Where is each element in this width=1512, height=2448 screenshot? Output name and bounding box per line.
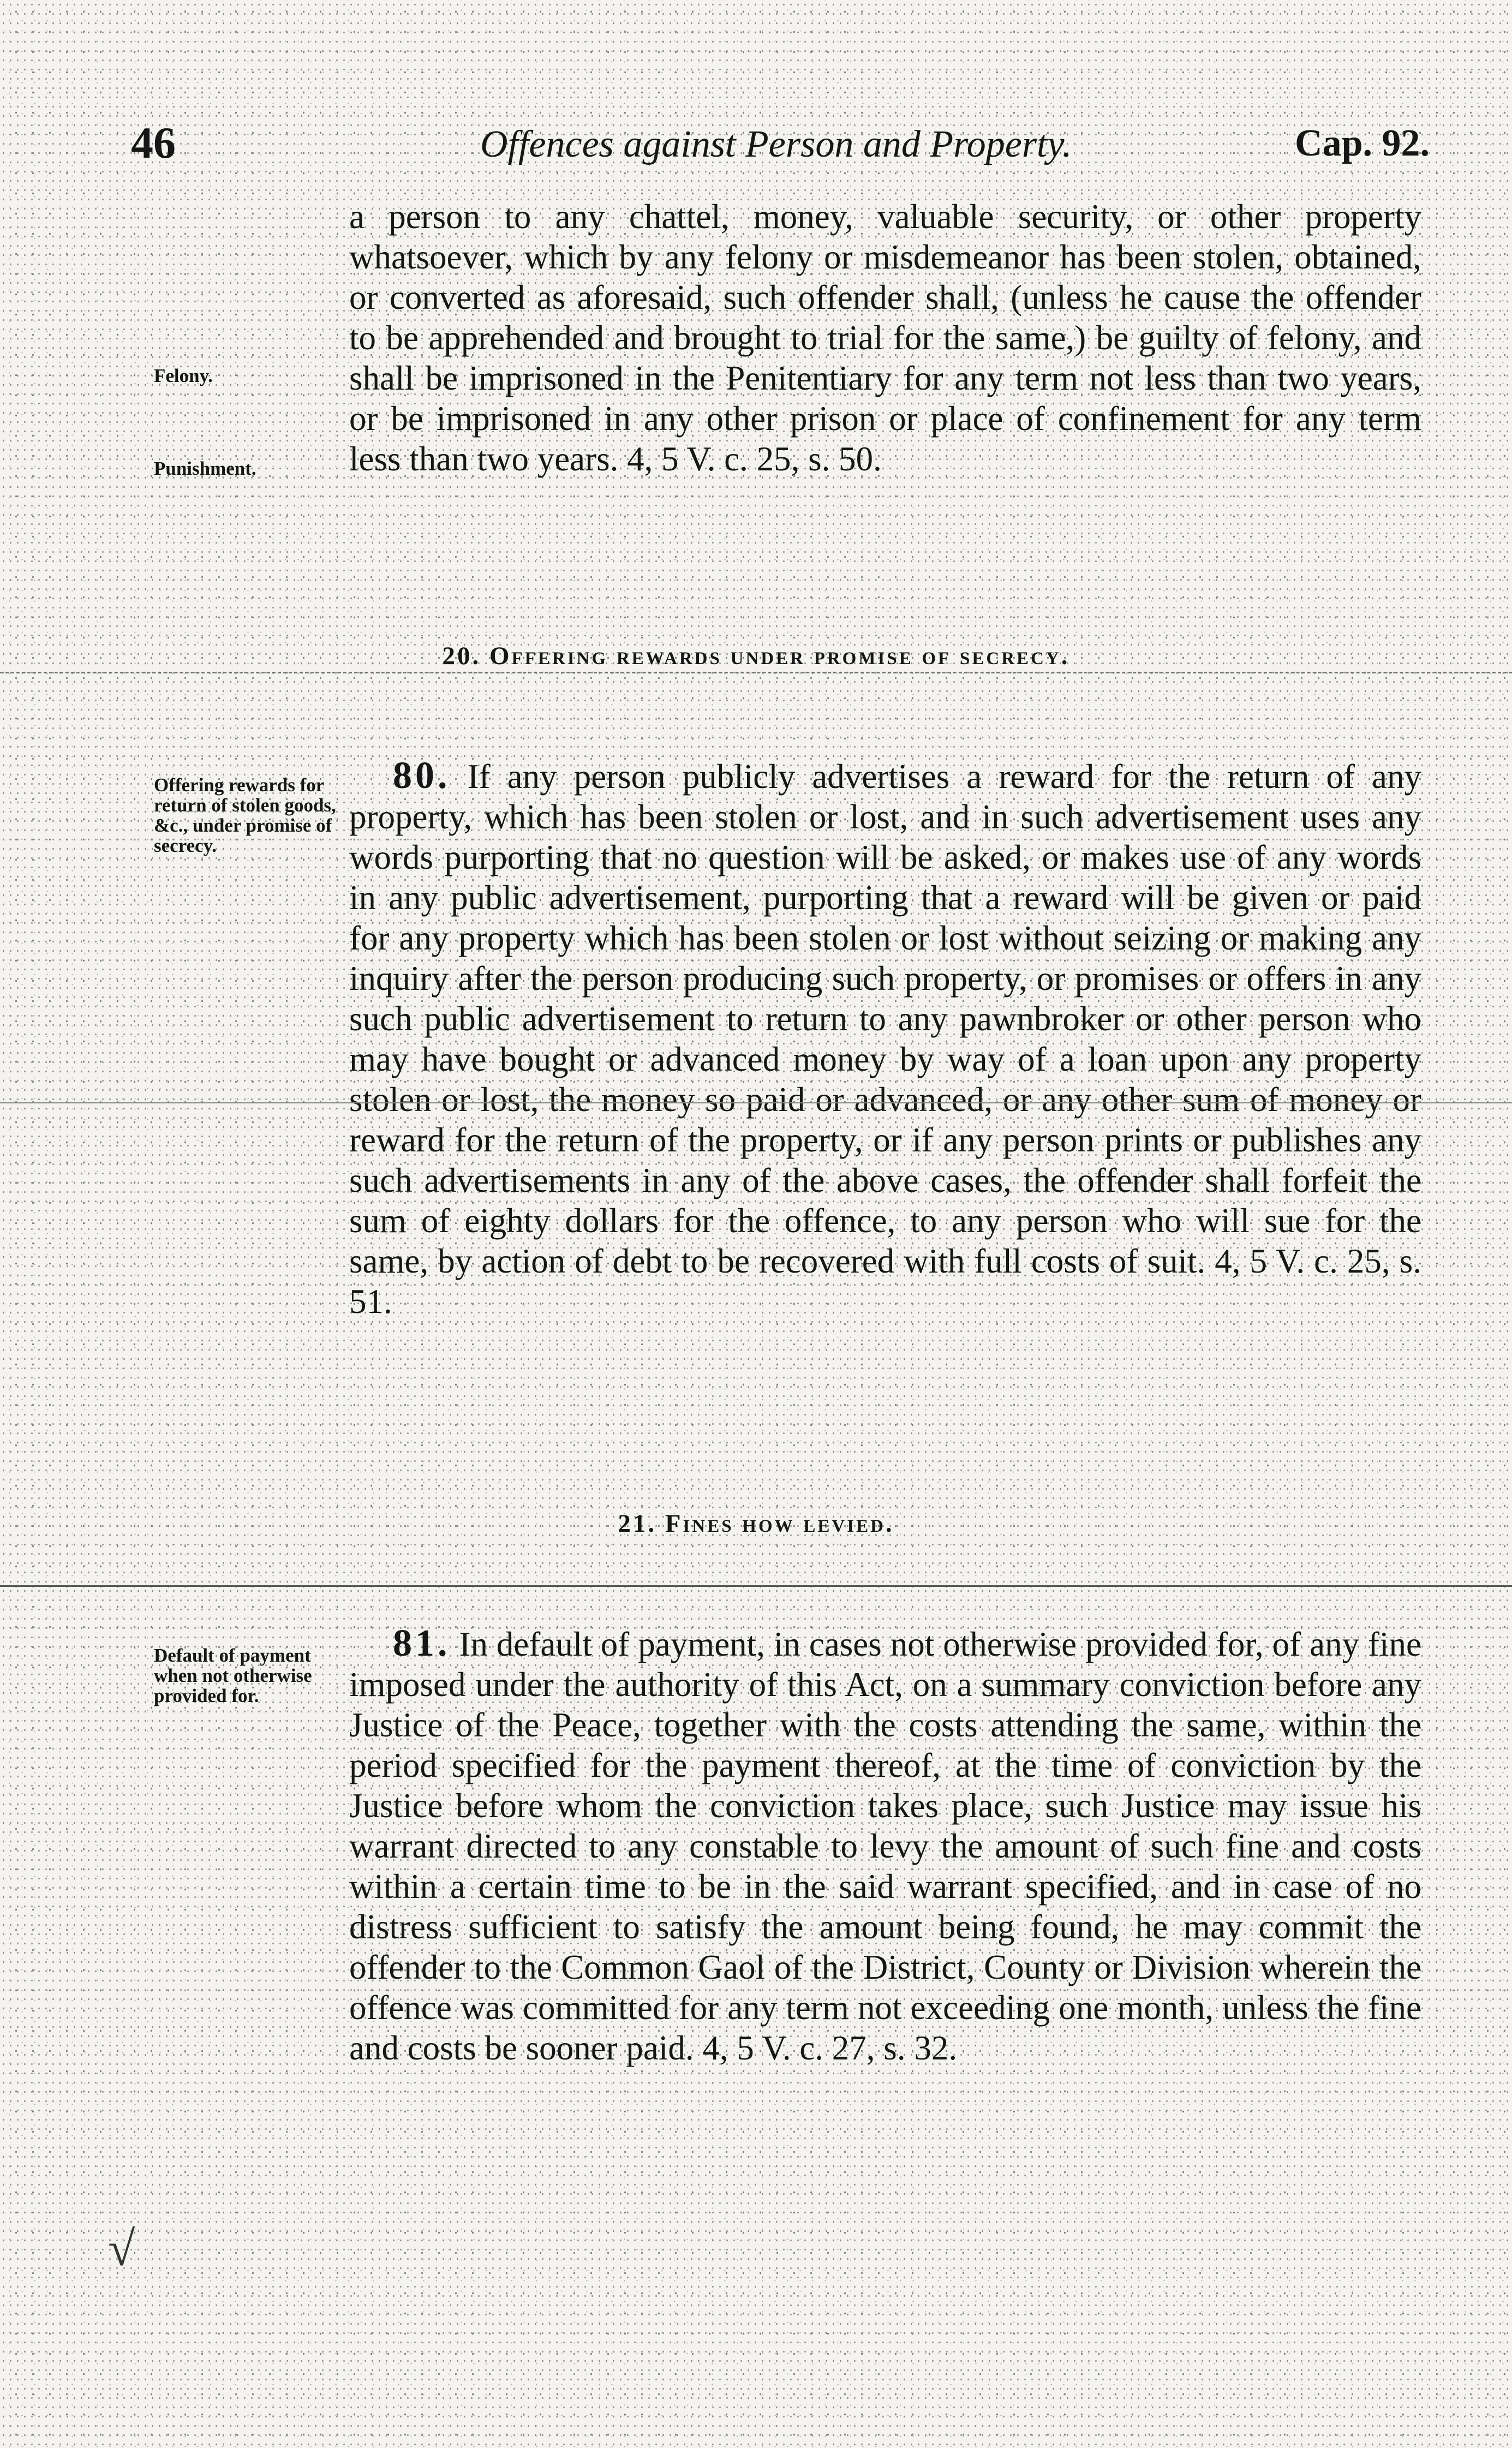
section-20-title: Offering rewards under promise of secrecy. <box>489 642 1070 670</box>
margin-note-punishment: Punishment. <box>154 458 256 479</box>
margin-note-section-81: Default of payment when not otherwise provided for. <box>154 1645 312 1706</box>
page-number: 46 <box>131 118 176 168</box>
handwritten-check-mark: √ <box>108 2222 135 2276</box>
page-header <box>131 117 1430 177</box>
section-21-number: 21. <box>618 1509 657 1538</box>
section-20-heading <box>0 641 1512 671</box>
section-80-number: 80. <box>393 755 451 797</box>
divider-line <box>0 672 1512 673</box>
scan-line <box>0 1102 1512 1103</box>
margin-note-felony: Felony. <box>154 365 213 386</box>
scan-line-lower <box>0 1585 1512 1587</box>
running-title: Offences against Person and Property. <box>480 123 1072 165</box>
margin-note-section-80: Offering rewards for return of stolen goods, &c., under promise of secrecy. <box>154 774 336 856</box>
chapter-label: Cap. 92. <box>1295 122 1430 164</box>
section-21-heading <box>0 1509 1512 1538</box>
section-20-number: 20. <box>442 642 481 670</box>
continuation-paragraph: a person to any chattel, money, valuable security, or other property whatsoever, which by any felony or misdemeanor has been stolen, obtained, or converted as aforesaid, such offender shall, (unless he cause the offender to be apprehended and brought to trial for the same,) be guilty of felony, and shall be imprisoned in the Penitentiary for any term not less than two years, or be imprisoned in any other prison or place of confinement for any term less than two years. 4, 5 V. c. 25, s. 50. <box>349 198 1421 478</box>
section-81-text: In default of payment, in cases not otherwise provided for, of any fine imposed under the authority of this Act, on a summary conviction before any Justice of the Peace, together with the costs attending the same, within the period specified for the payment thereof, at the time of conviction by the Justice before whom the conviction takes place, such Justice may issue his warrant directed to any constable to levy the amount of such fine and costs within a certain time to be in the said warrant specified, and in case of no distress sufficient to satisfy the amount being found, he may commit the offender to the Common Gaol of the District, County or Division wherein the offence was committed for any term not exceeding one month, unless the fine and costs be sooner paid. 4, 5 V. c. 27, s. 32. <box>349 1625 1421 2067</box>
section-80-paragraph <box>349 756 1421 1322</box>
section-21-title: Fines how levied. <box>665 1509 894 1538</box>
section-80-text: If any person publicly advertises a reward for the return of any property, which has been stolen or lost, and in such advertisement uses any words purporting that no question will be asked, or makes use of any words in any public advertisement, purporting that a reward will be given or paid for any property which has been stolen or lost without seizing or making any inquiry after the person producing such property, or promises or offers in any such public advertisement to return to any pawnbroker or other person who may have bought or advanced money by way of a loan upon any property stolen or lost, the money so paid or advanced, or any other sum of money or reward for the return of the property, or if any person prints or publishes any such advertisements in any of the above cases, the offender shall forfeit the sum of eighty dollars for the offence, to any person who will sue for the same, by action of debt to be recovered with full costs of suit. 4, 5 V. c. 25, s. 51. <box>349 757 1421 1321</box>
section-81-paragraph <box>349 1623 1421 2068</box>
section-81-number: 81. <box>393 1622 451 1664</box>
